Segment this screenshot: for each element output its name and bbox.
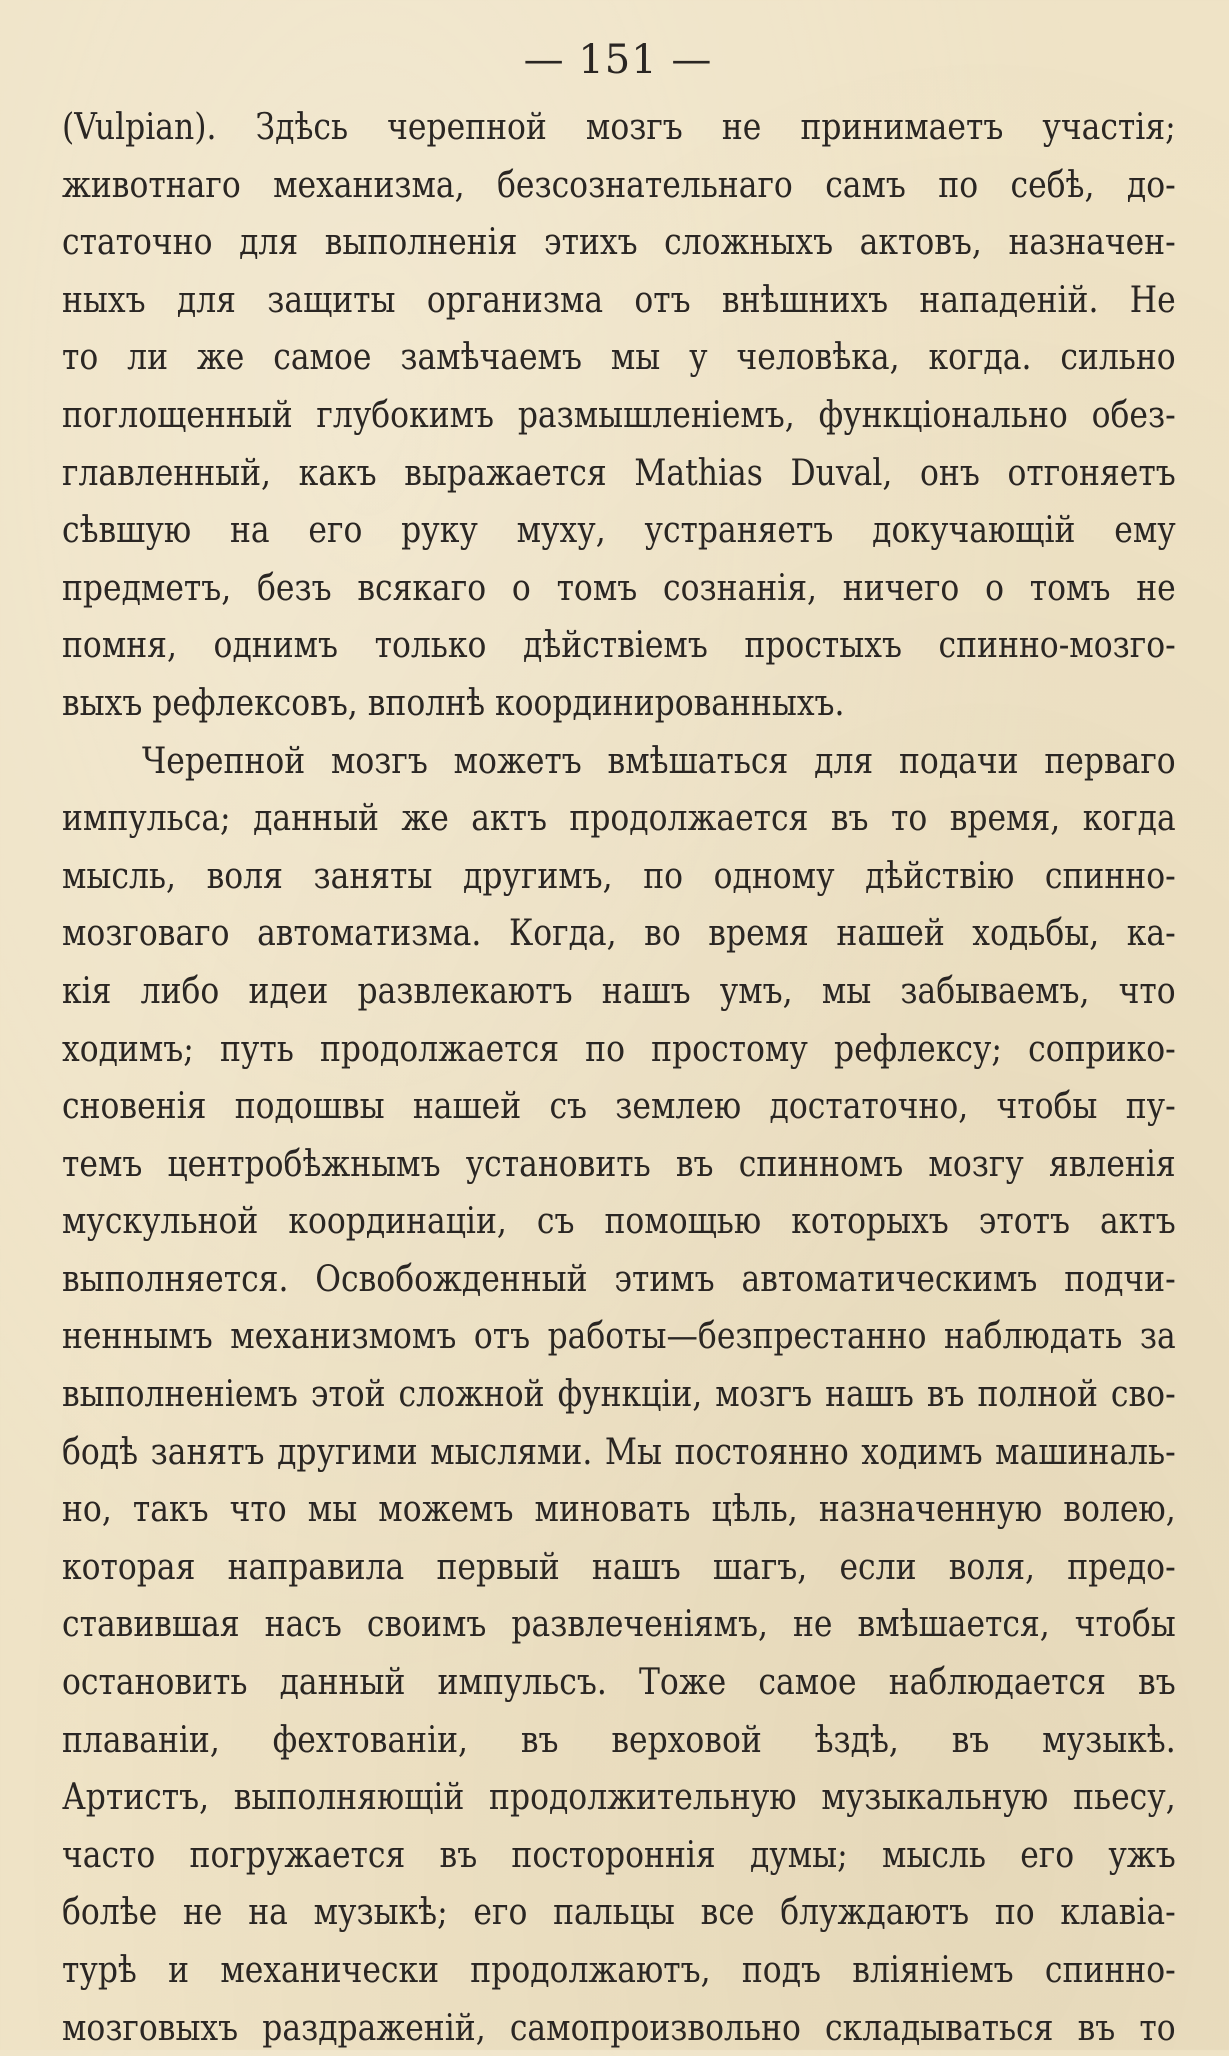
text-line: бодѣ занятъ другими мыслями. Мы постоянно ходимъ машиналь- [62,1429,1176,1473]
text-line: мускульной координаціи, съ помощью которыхъ этотъ актъ [62,1199,1176,1243]
text-line: Артистъ, выполняющій продолжительную музыкальную пьесу, [62,1775,1176,1819]
text-line: темъ центробѣжнымъ установить въ спинномъ мозгу явленія [62,1141,1176,1185]
text-line: сѣвшую на его руку муху, устраняетъ докучающій ему [62,508,1176,552]
text-line: кія либо идеи развлекаютъ нашъ умъ, мы забываемъ, что [62,968,1176,1012]
text-line: мозговаго автоматизма. Когда, во время нашей ходьбы, ка- [62,911,1176,955]
text-line: выполненіемъ этой сложной функціи, мозгъ нашъ въ полной сво- [62,1372,1176,1416]
text-line: выхъ рефлексовъ, вполнѣ координированныхъ. [62,680,845,724]
text-line: помня, однимъ только дѣйствіемъ простыхъ спинно-мозго- [62,623,1176,667]
text-line: мысль, воля заняты другимъ, по одному дѣйствію спинно- [62,853,1176,897]
text-line: плаваніи, фехтованіи, въ верховой ѣздѣ, въ музыкѣ. [62,1717,1176,1761]
text-line: животнаго механизма, безсознательнаго самъ по себѣ, до- [62,162,1176,206]
text-line: часто погружается въ постороннія думы; мысль его ужъ [62,1832,1176,1876]
text-line: мозговыхъ раздраженій, самопроизвольно складываться въ то [62,2005,1176,2049]
text-line: сновенія подошвы нашей съ землею достаточно, чтобы пу- [62,1084,1176,1128]
text-line: предметъ, безъ всякаго о томъ сознанія, ничего о томъ не [62,565,1176,609]
text-line: ставившая насъ своимъ развлеченіямъ, не вмѣшается, чтобы [62,1602,1176,1646]
text-line: поглощенный глубокимъ размышленіемъ, функціонально обез- [62,392,1176,436]
text-line: но, такъ что мы можемъ миновать цѣль, назначенную волею, [62,1487,1176,1531]
text-line: статочно для выполненія этихъ сложныхъ актовъ, назначен- [62,220,1176,264]
text-line: главленный, какъ выражается Mathias Duval, онъ отгоняетъ [62,450,1176,494]
text-line: то ли же самое замѣчаемъ мы у человѣка, когда. сильно [62,335,1176,379]
text-line: выполняется. Освобожденный этимъ автоматическимъ подчи- [62,1256,1176,1300]
text-line: ходимъ; путь продолжается по простому рефлексу; соприко- [62,1026,1176,1070]
text-line: (Vulpian). Здѣсь черепной мозгъ не принимаетъ участія; [62,105,1176,148]
text-line: импульса; данный же актъ продолжается въ то время, когда [62,796,1176,840]
text-line: остановить данный импульсъ. Тоже самое наблюдается въ [62,1660,1176,1704]
text-line: Черепной мозгъ можетъ вмѣшаться для подачи перваго [141,738,1176,782]
text-line: турѣ и механически продолжаютъ, подъ вліяніемъ спинно- [62,1948,1176,1991]
page-number: — 151 — [523,37,713,83]
text-line: болѣе не на музыкѣ; его пальцы все блуждаютъ по клавіа- [62,1890,1176,1934]
text-body [62,98,1174,2056]
text-line: ныхъ для защиты организма отъ внѣшнихъ нападеній. Не [62,277,1176,321]
text-line: неннымъ механизмомъ отъ работы—безпрестанно наблюдать за [62,1314,1176,1358]
text-line: которая направила первый нашъ шагъ, если воля, предо- [62,1544,1176,1588]
